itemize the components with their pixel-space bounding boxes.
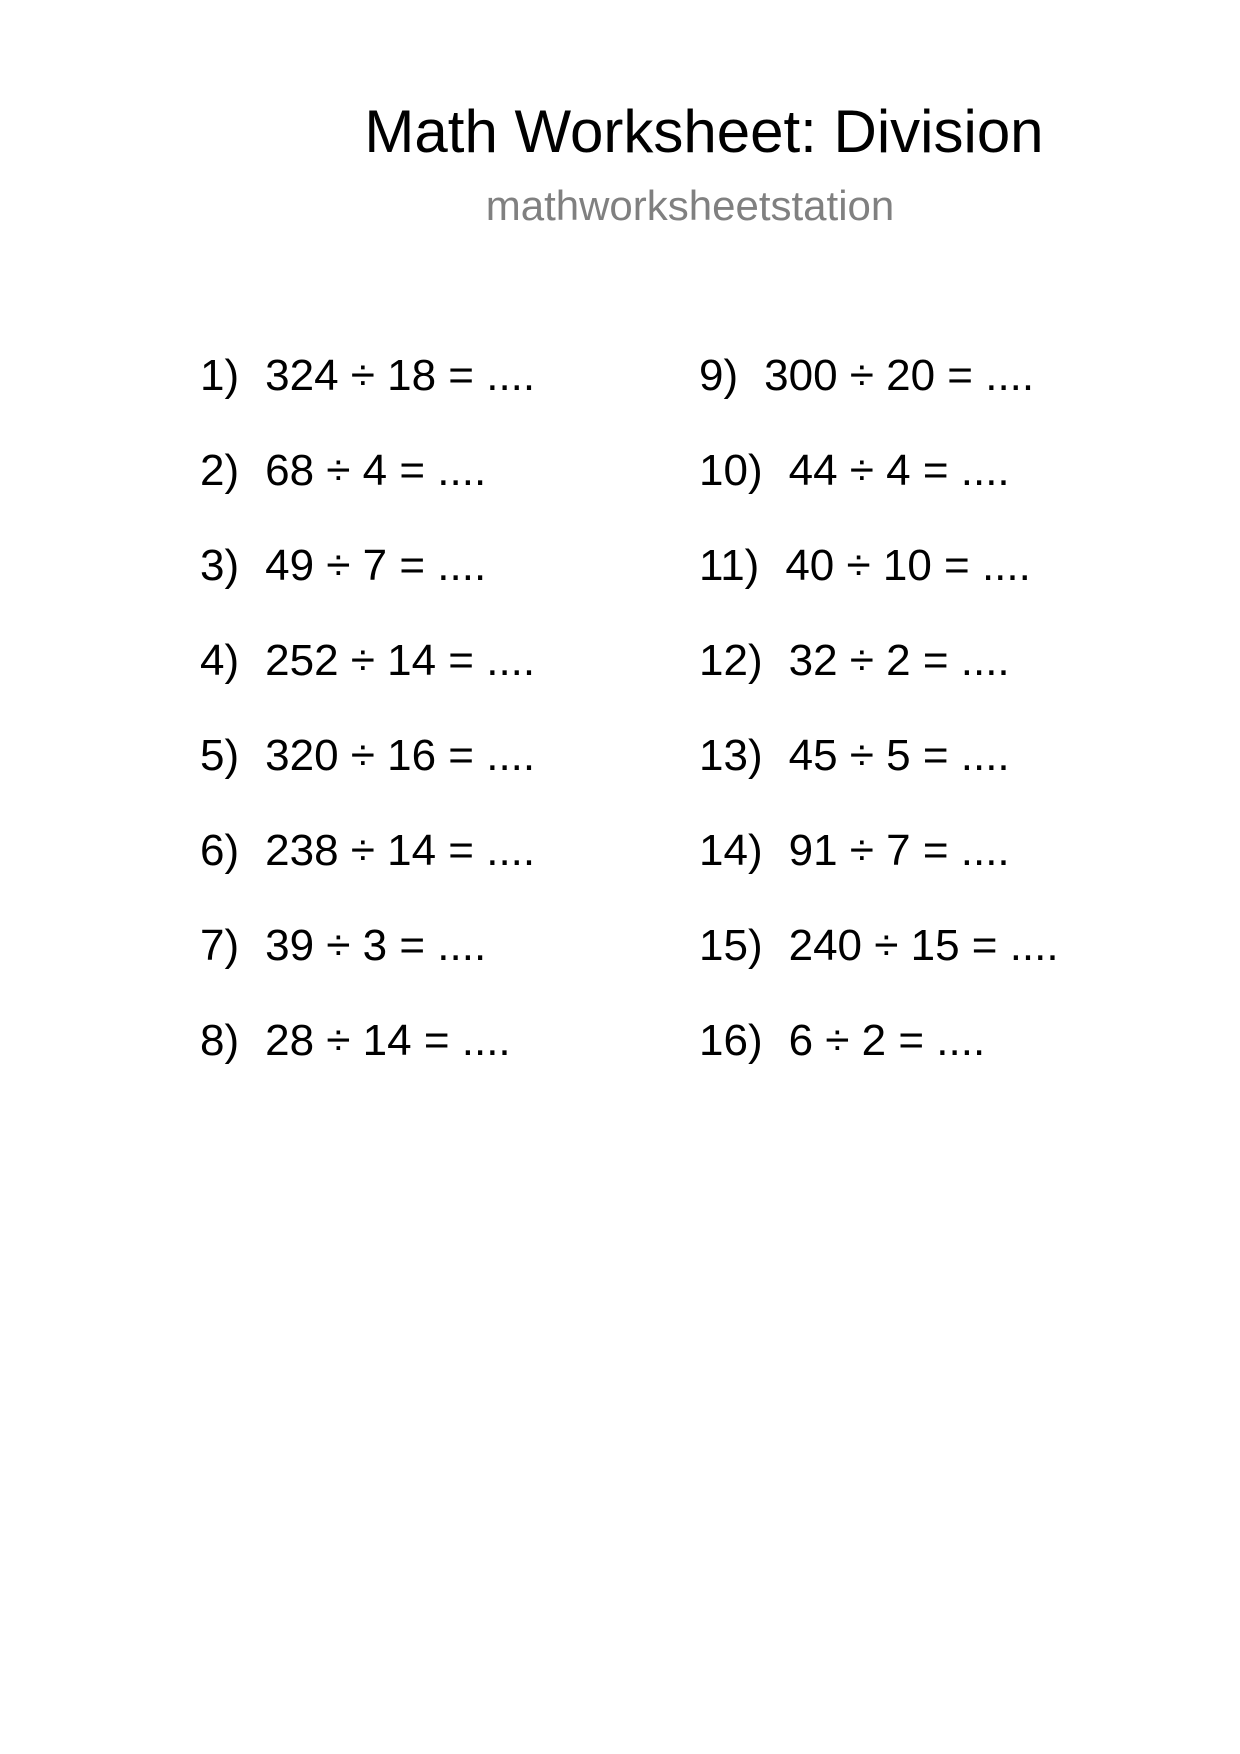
problem-3 (200, 535, 535, 630)
problem-13 (699, 725, 1059, 820)
problem-expression: 45 ÷ 5 = .... (788, 731, 1010, 780)
problem-12 (699, 630, 1059, 725)
problem-14 (699, 820, 1059, 915)
problem-expression: 300 ÷ 20 = .... (764, 351, 1035, 400)
problem-expression: 49 ÷ 7 = .... (265, 541, 487, 590)
problem-number: 4) (200, 636, 240, 685)
problem-number: 7) (200, 921, 240, 970)
problem-number: 16) (699, 1016, 763, 1065)
problem-2 (200, 440, 535, 535)
page-title: Math Worksheet: Division (364, 98, 1044, 165)
problem-expression: 320 ÷ 16 = .... (265, 731, 536, 780)
problem-number: 15) (699, 921, 763, 970)
problem-number: 10) (699, 446, 763, 495)
problem-7 (200, 915, 535, 1010)
problem-number: 5) (200, 731, 240, 780)
problem-expression: 240 ÷ 15 = .... (788, 921, 1059, 970)
page-subtitle: mathworksheetstation (485, 182, 895, 229)
problem-number: 6) (200, 826, 240, 875)
problem-6 (200, 820, 535, 915)
problem-expression: 68 ÷ 4 = .... (265, 446, 487, 495)
problem-expression: 324 ÷ 18 = .... (265, 351, 536, 400)
problem-expression: 252 ÷ 14 = .... (265, 636, 536, 685)
problem-number: 8) (200, 1016, 240, 1065)
problem-number: 11) (699, 541, 760, 590)
problem-expression: 40 ÷ 10 = .... (785, 541, 1031, 590)
problem-number: 2) (200, 446, 240, 495)
problem-expression: 28 ÷ 14 = .... (265, 1016, 511, 1065)
problem-8 (200, 1010, 535, 1105)
problem-15 (699, 915, 1059, 1010)
problem-expression: 44 ÷ 4 = .... (788, 446, 1010, 495)
problem-1 (200, 345, 535, 440)
problem-number: 1) (200, 351, 240, 400)
problems-column-left (200, 345, 535, 1105)
problem-number: 12) (699, 636, 763, 685)
problem-number: 13) (699, 731, 763, 780)
problem-number: 9) (699, 351, 739, 400)
problem-5 (200, 725, 535, 820)
problem-9 (699, 345, 1059, 440)
problem-4 (200, 630, 535, 725)
problem-expression: 238 ÷ 14 = .... (265, 826, 536, 875)
problem-expression: 32 ÷ 2 = .... (788, 636, 1010, 685)
problem-10 (699, 440, 1059, 535)
problem-expression: 6 ÷ 2 = .... (788, 1016, 986, 1065)
problem-number: 3) (200, 541, 240, 590)
problem-expression: 91 ÷ 7 = .... (788, 826, 1010, 875)
problem-number: 14) (699, 826, 763, 875)
problems-column-right (699, 345, 1059, 1105)
problem-11 (699, 535, 1059, 630)
problem-expression: 39 ÷ 3 = .... (265, 921, 487, 970)
problem-16 (699, 1010, 1059, 1105)
